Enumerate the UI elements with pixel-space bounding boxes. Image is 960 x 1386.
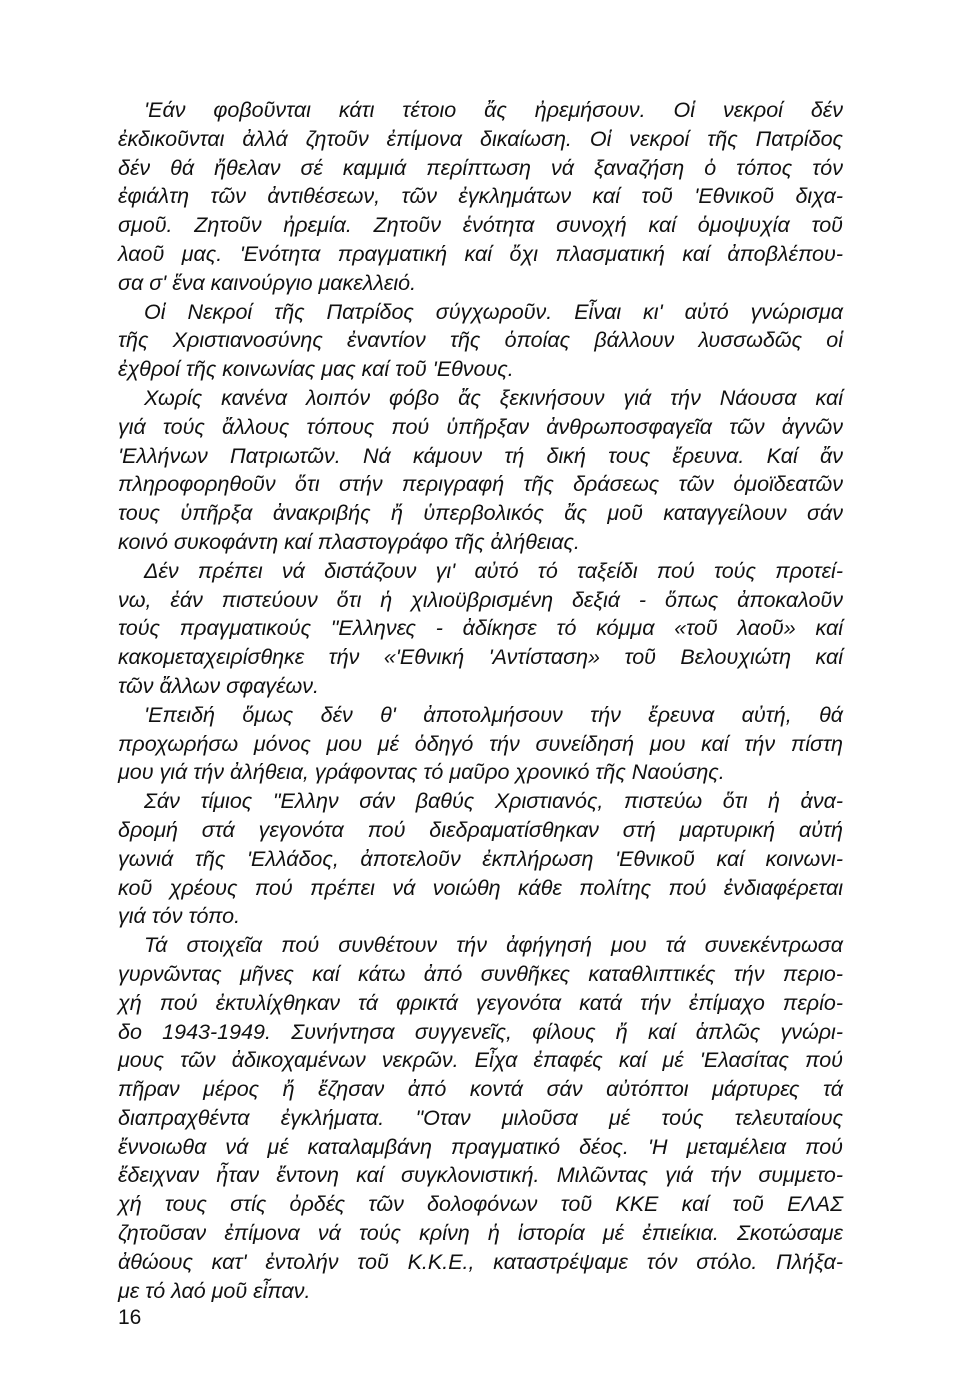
text-line: δρομή στά γεγονότα πού διεδραματίσθηκαν στή μαρτυρική αὐτή <box>118 817 843 842</box>
text-line: μους τῶν ἀδικοχαμένων νεκρῶν. Εἶχα ἐπαφές καί μέ 'Ελασίτας πού <box>118 1048 843 1073</box>
text-line: δέν θά ἤθελαν σέ καμμιά περίπτωση νά ξαναζήση ὁ τόπος τόν <box>118 155 843 180</box>
text-line: Δέν πρέπει νά διστάζουν γι' αὐτό τό ταξείδι πού τούς προτεί- <box>144 558 843 583</box>
text-line: 'Επειδή ὅμως δέν θ' ἀποτολμήσουν τήν ἔρευνα αὐτή, θά <box>144 702 843 727</box>
body-text <box>118 96 843 1305</box>
text-line: ἐχθροί τῆς κοινωνίας μας καί τοῦ 'Εθνους. <box>118 357 514 382</box>
text-line: γιά τόν τόπο. <box>118 904 241 929</box>
text-line: λαοῦ μας. 'Ενότητα πραγματική καί ὄχι πλασματική καί ἀποβλέπου- <box>118 241 843 266</box>
text-line: γιά τούς ἄλλους τόπους πού ὑπῆρξαν ἀνθρωποσφαγεῖα τῶν ἀγνῶν <box>118 414 843 439</box>
text-line: χή τους στίς ὀρδές τῶν δολοφόνων τοῦ ΚΚΕ καί τοῦ ΕΛΑΣ <box>118 1192 843 1217</box>
text-line: μου γιά τήν ἀλήθεια, γράφοντας τό μαῦρο χρονικό τῆς Ναούσης. <box>118 760 725 785</box>
text-line: τους ὑπῆρξα ἀνακριβής ἤ ὑπερβολικός ἄς μοῦ καταγγείλουν σάν <box>118 501 843 526</box>
text-line: τῆς Χριστιανοσύνης ἐναντίον τῆς ὁποίας βάλλουν λυσσωδῶς οἱ <box>118 328 843 353</box>
text-line: 'Ελλήνων Πατριωτῶν. Νά κάμουν τή δική τους ἔρευνα. Καί ἄν <box>118 443 843 468</box>
text-line: τῶν ἄλλων σφαγέων. <box>118 673 320 698</box>
text-line: πῆραν μέρος ἤ ἔζησαν ἀπό κοντά σάν αὐτόπτοι μάρτυρες τά <box>118 1077 843 1102</box>
text-line: γωνιά τῆς 'Ελλάδος, ἀποτελοῦν ἐκπλήρωση 'Εθνικοῦ καί κοινωνι- <box>118 846 843 871</box>
text-line: διαπραχθέντα ἐγκλήματα. "Οταν μιλοῦσα μέ τούς τελευταίους <box>118 1105 843 1130</box>
text-line: ἔδειχναν ἦταν ἔντονη καί συγκλονιστική. Μιλῶντας γιά τήν συμμετο- <box>118 1163 843 1188</box>
text-line: με τό λαό μοῦ εἶπαν. <box>118 1278 311 1303</box>
text-line: ἐκδικοῦνται ἀλλά ζητοῦν ἐπίμονα δικαίωση. Οἱ νεκροί τῆς Πατρίδος <box>118 126 843 151</box>
text-line: ζητοῦσαν ἐπίμονα νά τούς κρίνη ἡ ἱστορία μέ ἐπιείκια. Σκοτώσαμε <box>118 1221 843 1246</box>
text-line: τούς πραγματικούς "Ελληνες - ἀδίκησε τό κόμμα «τοῦ λαοῦ» καί <box>118 616 843 641</box>
text-line: δο 1943-1949. Συνήντησα συγγενεῖς, φίλους ἤ καί ἁπλῶς γνώρι- <box>118 1019 843 1044</box>
text-line: σμοῦ. Ζητοῦν ἠρεμία. Ζητοῦν ἑνότητα συνοχή καί ὁμοψυχία τοῦ <box>118 213 843 238</box>
text-line: κοινό συκοφάντη καί πλαστογράφο τῆς ἀλήθειας. <box>118 529 580 554</box>
text-line: προχωρήσω μόνος μου μέ ὁδηγό τήν συνείδησή μου καί τήν πίστη <box>118 731 843 756</box>
text-line: Χωρίς κανένα λοιπόν φόβο ἄς ξεκινήσουν γιά τήν Νάουσα καί <box>144 385 843 410</box>
text-line: ἐφιάλτη τῶν ἀντιθέσεων, τῶν ἐγκλημάτων καί τοῦ 'Εθνικοῦ διχα- <box>118 184 843 209</box>
text-line: Οἱ Νεκροί τῆς Πατρίδος σύγχωροῦν. Εἶναι κι' αὐτό γνώρισμα <box>144 299 843 324</box>
text-line: 'Εάν φοβοῦνται κάτι τέτοιο ἄς ἠρεμήσουν. Οἱ νεκροί δέν <box>144 98 843 122</box>
text-line: κακομεταχειρίσθηκε τήν «'Εθνική 'Αντίσταση» τοῦ Βελουχιώτη καί <box>118 645 843 670</box>
text-line: γυρνῶντας μῆνες καί κάτω ἀπό συνθῆκες καταθλιπτικές τήν περιο- <box>118 961 843 986</box>
text-line: νω, ἐάν πιστεύουν ὅτι ἡ χιλιοϋβρισμένη δεξιά - ὅπως ἀποκαλοῦν <box>118 587 843 612</box>
text-line: χή πού ἐκτυλίχθηκαν τά φρικτά γεγονότα κατά τήν ἐπίμαχο περίο- <box>118 990 843 1015</box>
text-line: Σάν τίμιος "Ελλην σάν βαθύς Χριστιανός, πιστεύω ὅτι ἡ ἀνα- <box>144 789 843 814</box>
text-line: κοῦ χρέους πού πρέπει νά νοιώθη κάθε πολίτης πού ἐνδιαφέρεται <box>118 875 843 900</box>
page-number: 16 <box>118 1306 142 1329</box>
text-line: ἀθώους κατ' ἐντολήν τοῦ Κ.Κ.Ε., καταστρέψαμε τόν στόλο. Πλήξα- <box>118 1249 843 1274</box>
text-line: πληροφορηθοῦν ὅτι στήν περιγραφή τῆς δράσεως τῶν ὁμοϊδεατῶν <box>118 472 843 497</box>
text-line: Τά στοιχεῖα πού συνθέτουν τήν ἀφήγησή μου τά συνεκέντρωσα <box>144 933 843 958</box>
text-line: ἔννοιωθα νά μέ καταλαμβάνη πραγματικό δέος. 'Η μεταμέλεια πού <box>118 1134 843 1159</box>
text-line: σα σ' ἕνα καινούργιο μακελλειό. <box>118 270 417 295</box>
